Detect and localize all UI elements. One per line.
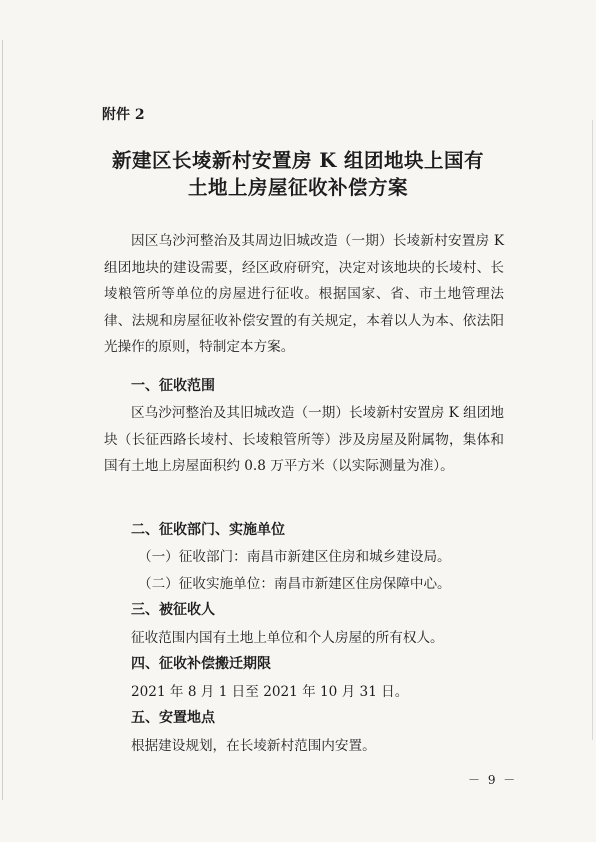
annex-label: 附件 2 xyxy=(102,107,145,123)
document-title-line1: 新建区长堎新村安置房 K 组团地块上国有 xyxy=(111,149,485,172)
section1-body: 区乌沙河整治及其旧城改造（一期）长堎新村安置房 K 组团地块（长征西路长堎村、长堎粮管所等）涉及房屋及附属物，集体和国有土地上房屋面积约 0.8 万平方米（以实际测量为准）。 xyxy=(104,405,504,474)
section1-heading: 一、征收范围 xyxy=(131,378,215,394)
section3-body: 征收范围内国有土地上单位和个人房屋的所有权人。 xyxy=(131,630,444,646)
intro-paragraph: 因区乌沙河整治及其周边旧城改造（一期）长堎新村安置房 K 组团地块的建设需要，经区政府研究，决定对该地块的长堎村、长堎粮管所等单位的房屋进行征收。根据国家、省、市土地管理法律、法规和房屋征收补偿安置的有关规定，本着以人为本、依法阳光操作的原则，特制定本方案。 xyxy=(104,233,504,355)
section4-body: 2021 年 8 月 1 日至 2021 年 10 月 31 日。 xyxy=(131,684,409,700)
section5-body: 根据建设规划，在长堎新村范围内安置。 xyxy=(131,738,376,754)
section4-heading: 四、征收补偿搬迁期限 xyxy=(131,656,271,672)
page-edge-right xyxy=(592,120,593,740)
section3-heading: 三、被征收人 xyxy=(131,602,215,618)
page-number: － 9 － xyxy=(468,773,518,787)
section2-item1: （一）征收部门：南昌市新建区住房和城乡建设局。 xyxy=(138,549,451,565)
section2-item2: （二）征收实施单位：南昌市新建区住房保障中心。 xyxy=(138,576,451,592)
section2-heading: 二、征收部门、实施单位 xyxy=(131,522,285,538)
section5-heading: 五、安置地点 xyxy=(131,710,215,726)
document-title-line2: 土地上房屋征收补偿方案 xyxy=(187,176,408,199)
